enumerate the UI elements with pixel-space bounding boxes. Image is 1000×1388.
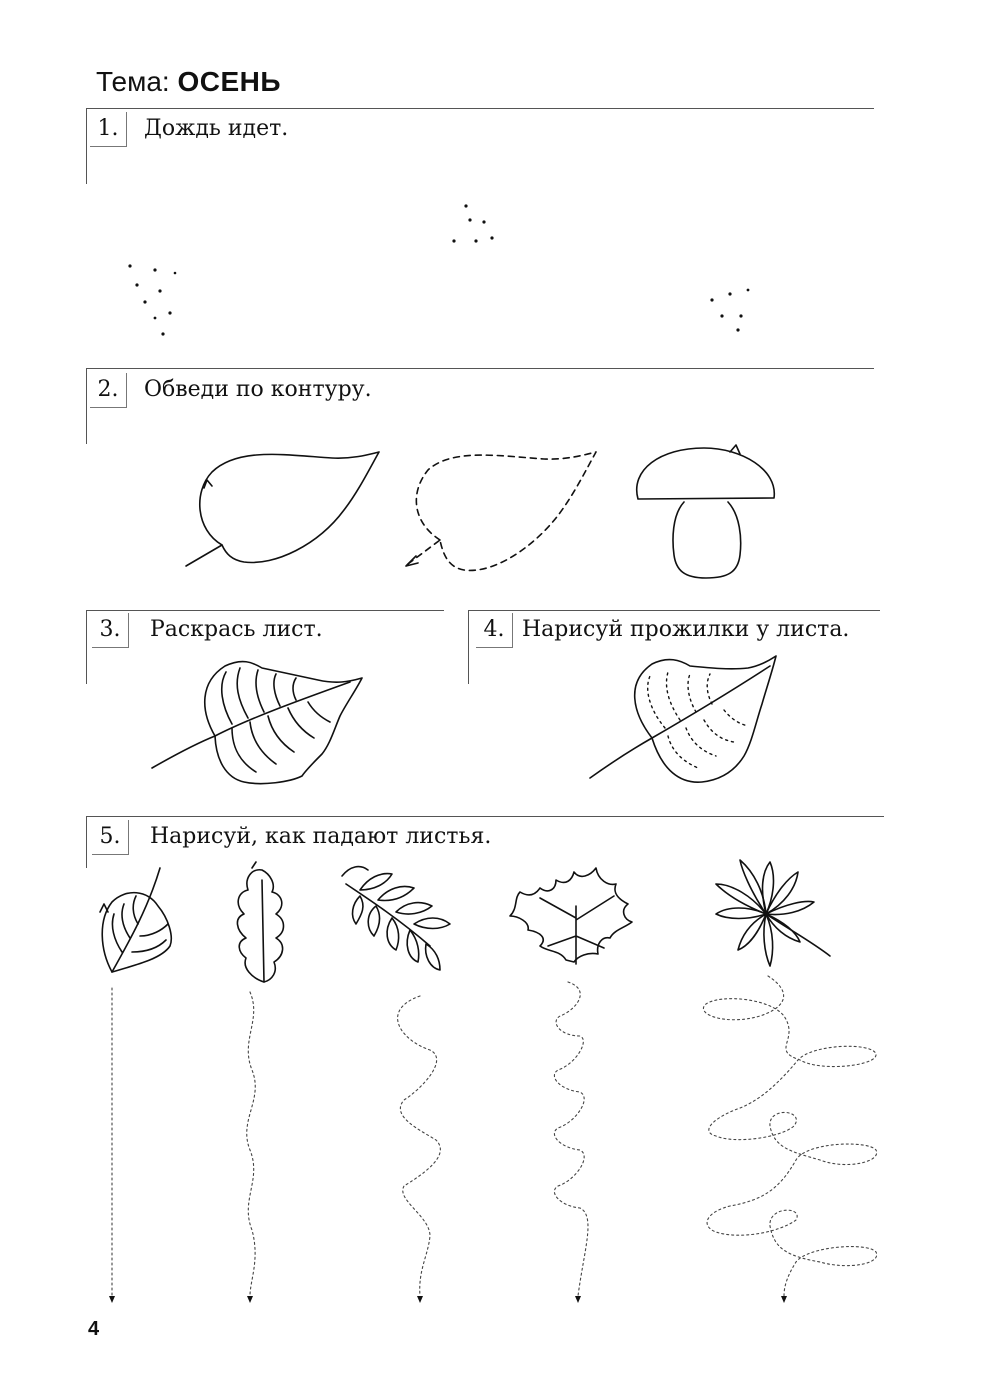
chestnut-leaf	[716, 860, 830, 966]
task-4-number: 4.	[476, 613, 513, 648]
mushroom-outline	[637, 445, 775, 578]
task-1-text: Дождь идет.	[144, 116, 289, 141]
leaf-outline-dashed	[408, 452, 596, 570]
task-5-text: Нарисуй, как падают листья.	[150, 824, 492, 849]
falling-path-guides	[112, 976, 877, 1296]
rain-drops-left	[128, 264, 176, 335]
birch-leaf	[100, 868, 171, 972]
task-2-text: Обведи по контуру.	[144, 377, 372, 402]
task-2-number: 2.	[90, 373, 127, 408]
rain-drops-middle	[452, 204, 493, 242]
rain-drops-right	[710, 289, 749, 332]
maple-leaf	[510, 868, 632, 964]
oak-leaf	[237, 862, 283, 982]
page-number: 4	[88, 1318, 100, 1340]
task-3-text: Раскрась лист.	[150, 617, 323, 642]
title-topic: ОСЕНЬ	[177, 66, 282, 97]
title-prefix: Тема:	[96, 66, 170, 97]
leaf-outline-solid	[186, 452, 379, 566]
task-1-number: 1.	[90, 112, 127, 147]
leaf-vein-guides	[648, 672, 748, 768]
rowan-leaf	[342, 867, 450, 970]
task-3-number: 3.	[92, 613, 129, 648]
task-5-number: 5.	[92, 820, 129, 855]
task-4-text: Нарисуй прожилки у листа.	[522, 617, 850, 642]
leaf-to-color	[152, 662, 362, 784]
path-end-arrows	[109, 1296, 787, 1303]
leaf-draw-veins	[590, 656, 776, 782]
